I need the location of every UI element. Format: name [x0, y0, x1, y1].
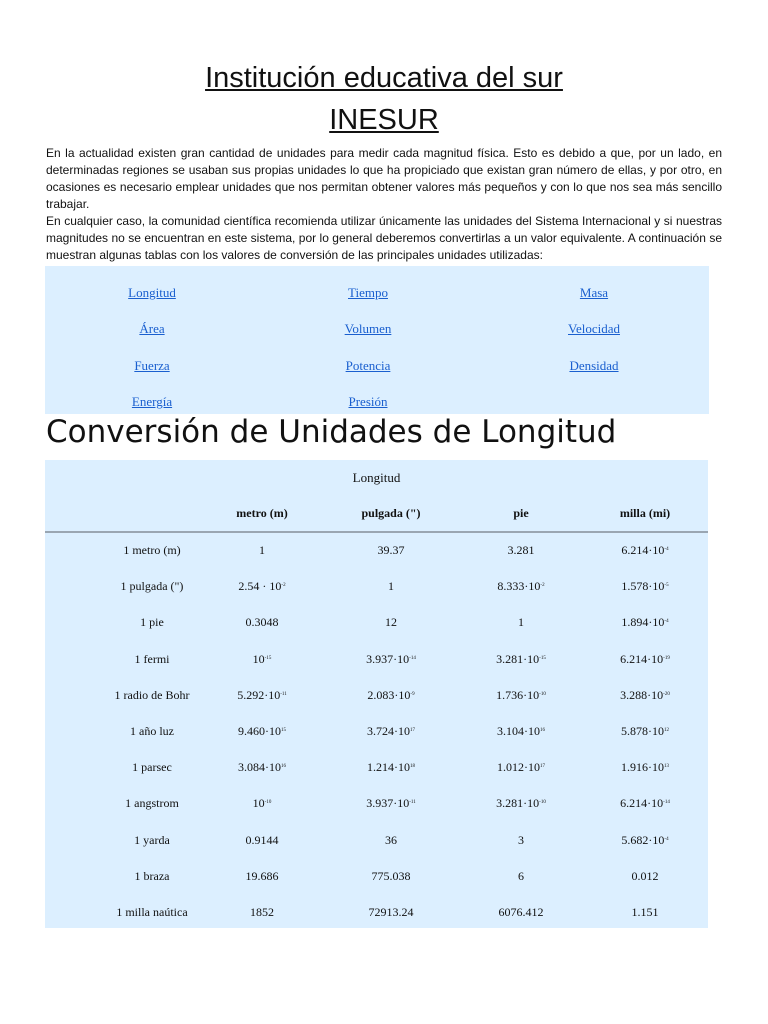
link-densidad[interactable]: Densidad — [569, 358, 619, 373]
cell-exponent: 17 — [410, 728, 415, 733]
cell-value: 1 — [259, 543, 265, 557]
table-cell — [565, 724, 725, 739]
link-energia[interactable]: Energía — [131, 394, 173, 409]
cell-value: 12 — [385, 615, 397, 630]
table-cell — [565, 760, 725, 775]
table-cell — [565, 796, 725, 811]
cell-value: 10 — [252, 651, 265, 666]
cell-value: 36 — [385, 832, 397, 847]
cell-value: 6.214·10 — [620, 796, 664, 811]
cell-exponent: -14 — [663, 800, 670, 806]
cell-exponent: -4 — [664, 836, 669, 842]
cell-value: 6076.412 — [498, 905, 544, 919]
cell-exponent: -14 — [409, 655, 416, 661]
cell-value: 6.214·10 — [621, 543, 665, 557]
link-presion[interactable]: Presión — [348, 394, 388, 409]
intro-paragraph-1: En la actualidad existen gran cantidad de unidades para medir cada magnitud física. Esto es debido a que, por un lado, en determinadas regiones se usaban sus propias unidades lo que ha propiciado que existan gran número de ellas, y por otro, en ocasiones es necesario emplear unidades que nos permitan obtener valores más pequeños y con lo que nos sea más sencillo trabajar. — [46, 146, 722, 211]
unit-links-panel — [45, 266, 709, 414]
cell-value: 3 — [518, 832, 524, 847]
header-divider — [45, 531, 708, 533]
cell-value: 0.9144 — [245, 832, 279, 847]
cell-value: 1 — [388, 579, 394, 594]
row-label: 1 yarda — [134, 832, 170, 847]
link-potencia[interactable]: Potencia — [345, 358, 391, 373]
cell-value: 1.916·10 — [621, 760, 664, 775]
column-header: metro (m) — [236, 506, 288, 520]
link-longitud[interactable]: Longitud — [128, 285, 176, 300]
link-volumen[interactable]: Volumen — [344, 321, 392, 336]
table-caption: Longitud — [352, 470, 401, 485]
cell-value: 0.3048 — [245, 615, 279, 630]
cell-exponent: -4 — [664, 547, 669, 552]
link-fuerza[interactable]: Fuerza — [134, 358, 170, 373]
table-cell — [565, 905, 725, 920]
cell-exponent: 16 — [281, 764, 286, 770]
table-cell — [565, 688, 725, 703]
cell-exponent: -10 — [539, 800, 546, 806]
cell-exponent: -20 — [663, 691, 670, 697]
row-label: 1 fermi — [134, 651, 170, 666]
page-title: Institución educativa del sur — [205, 62, 563, 94]
section-heading: Conversión de Unidades de Longitud — [46, 414, 617, 450]
row-label: 1 año luz — [130, 724, 174, 738]
cell-value: 3.084·10 — [238, 760, 281, 775]
cell-exponent: 18 — [410, 764, 415, 770]
cell-value: 1.894·10 — [621, 615, 665, 630]
cell-exponent: 17 — [540, 764, 545, 770]
table-cell — [565, 652, 725, 667]
cell-value: 775.038 — [371, 868, 411, 883]
cell-value: 2.54 · 10 — [238, 579, 282, 594]
intro-text — [46, 145, 722, 264]
cell-value: 1.214·10 — [367, 760, 410, 775]
cell-value: 8.333·10 — [497, 579, 541, 594]
cell-value: 1 — [518, 615, 524, 630]
cell-value: 1.151 — [631, 905, 659, 919]
row-label: 1 pie — [140, 615, 164, 630]
cell-exponent: -9 — [410, 691, 415, 697]
cell-value: 6.214·10 — [620, 651, 664, 666]
cell-value: 9.460·10 — [238, 724, 281, 738]
cell-value: 5.682·10 — [621, 832, 665, 847]
cell-value: 5.292·10 — [237, 687, 281, 702]
cell-exponent: -11 — [280, 691, 287, 697]
cell-value: 3.281·10 — [496, 796, 540, 811]
cell-exponent: 12 — [664, 728, 669, 733]
page-subtitle: INESUR — [329, 104, 439, 136]
cell-value: 10 — [252, 796, 265, 811]
conversion-table — [45, 460, 708, 928]
cell-value: 0.012 — [631, 868, 659, 883]
cell-exponent: -19 — [663, 655, 670, 661]
cell-exponent: 15 — [281, 728, 286, 733]
table-cell — [565, 543, 725, 558]
cell-value: 1852 — [250, 905, 274, 919]
cell-value: 3.724·10 — [367, 724, 410, 738]
cell-value: 19.686 — [245, 868, 279, 883]
cell-value: 3.281 — [507, 543, 535, 557]
cell-value: 5.878·10 — [621, 724, 664, 738]
cell-value: 1.012·10 — [497, 760, 540, 775]
link-tiempo[interactable]: Tiempo — [348, 285, 388, 300]
cell-exponent: -4 — [664, 619, 669, 625]
cell-value: 39.37 — [377, 543, 405, 557]
cell-value: 3.288·10 — [620, 687, 664, 702]
row-label: 1 radio de Bohr — [114, 687, 190, 702]
cell-exponent: -10 — [539, 691, 546, 697]
row-label: 1 braza — [134, 868, 170, 883]
intro-paragraph-2: En cualquier caso, la comunidad científica recomienda utilizar únicamente las unidades del Sistema Internacional y si nuestras magnitudes no se encuentran en este sistema, por lo general deberemos convertirlas a un valor equivalente. A continuación se muestran algunas tablas con los valores de conversión de las principales unidades utilizadas: — [46, 214, 722, 262]
cell-value: 3.104·10 — [497, 724, 540, 738]
cell-exponent: -11 — [409, 800, 416, 806]
row-label: 1 angstrom — [125, 796, 179, 811]
cell-value: 3.281·10 — [496, 651, 540, 666]
table-cell — [565, 833, 725, 848]
cell-value: 1.578·10 — [621, 579, 665, 594]
cell-value: 72913.24 — [368, 905, 414, 919]
cell-value: 3.937·10 — [366, 651, 410, 666]
cell-exponent: -15 — [539, 655, 546, 661]
cell-exponent: -15 — [264, 655, 272, 661]
cell-exponent: -10 — [264, 800, 272, 806]
row-label: 1 parsec — [132, 760, 172, 775]
cell-value: 1.736·10 — [496, 687, 540, 702]
row-label: 1 milla naútica — [116, 905, 188, 919]
cell-value: 3.937·10 — [366, 796, 410, 811]
cell-exponent: -2 — [281, 583, 286, 589]
cell-value: 6 — [518, 868, 524, 883]
cell-exponent: 16 — [540, 728, 545, 733]
link-area[interactable]: Área — [139, 321, 165, 336]
cell-exponent: -2 — [540, 583, 545, 589]
column-header: pulgada (") — [361, 506, 421, 520]
column-header: milla (mi) — [619, 506, 671, 520]
table-cell — [565, 615, 725, 630]
link-velocidad[interactable]: Velocidad — [568, 321, 620, 336]
table-cell — [565, 579, 725, 594]
row-label: 1 metro (m) — [123, 543, 181, 557]
link-masa[interactable]: Masa — [579, 285, 609, 300]
cell-value: 2.083·10 — [367, 687, 411, 702]
row-label: 1 pulgada (") — [120, 579, 184, 594]
cell-exponent: 13 — [664, 764, 669, 770]
column-header: pie — [513, 506, 529, 520]
cell-exponent: -5 — [664, 583, 669, 589]
table-cell — [565, 869, 725, 884]
